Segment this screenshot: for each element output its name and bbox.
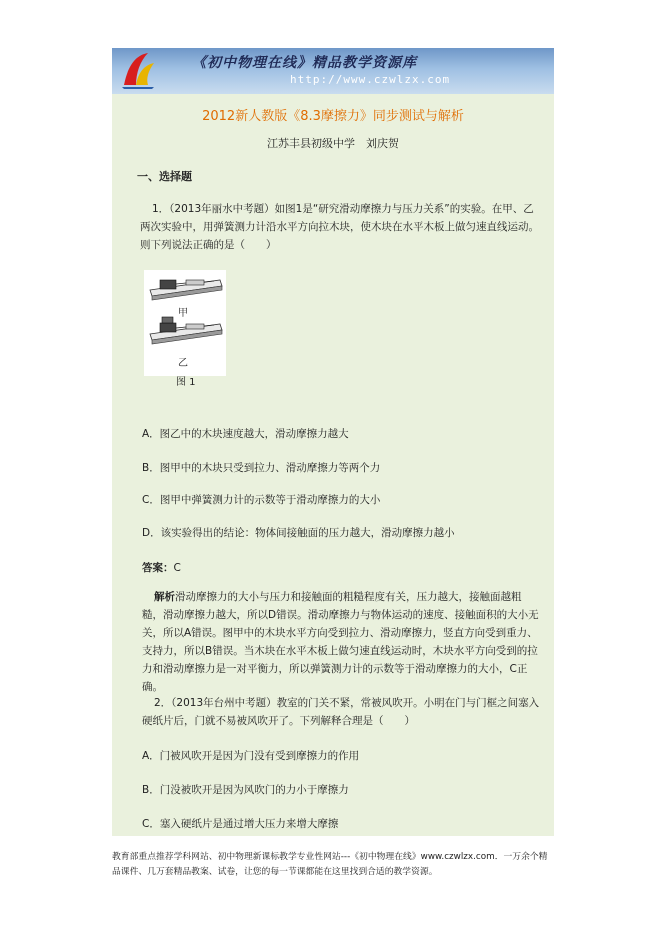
question-2-option-c: C．塞入硬纸片是通过增大压力来增大摩擦 (142, 818, 339, 830)
answer-label: 答案： (142, 562, 174, 574)
question-2-stem: 2．（2013年台州中考题）教室的门关不紧，常被风吹开。小明在门与门框之间塞入硬纸片后，门就不易被风吹开了。下列解释合理是（ ） (142, 697, 540, 727)
explanation-text: 滑动摩擦力的大小与压力和接触面的粗糙程度有关，压力越大，接触面越粗糙，滑动摩擦力越大，所以D错误。滑动摩擦力与物体运动的速度、接触面积的大小无关，所以A错误。图甲中的木块水平方向受到拉力、滑动摩擦力，竖直方向受到重力、支持力，所以B错误。当木块在水平木板上做匀速直线运动时，木块水平方向受到的拉力和滑动摩擦力是一对平衡力，所以弹簧测力计的示数等于滑动摩擦力的大小，C正确。 (142, 591, 539, 693)
document-title: 2012新人教版《8.3摩擦力》同步测试与解析 (202, 109, 464, 124)
banner-title: 《初中物理在线》精品教学资源库 (192, 55, 417, 71)
figure-1-caption: 图 1 (176, 377, 196, 388)
question-1-option-a: A．图乙中的木块速度越大，滑动摩擦力越大 (142, 428, 349, 440)
question-1-option-c: C．图甲中弹簧测力计的示数等于滑动摩擦力的大小 (142, 494, 381, 506)
explanation-label: 解析 (154, 591, 175, 603)
question-1-option-d: D．该实验得出的结论：物体间接触面的压力越大，滑动摩擦力越小 (142, 527, 455, 539)
site-banner (112, 48, 554, 94)
document-author: 江苏丰县初级中学 刘庆贺 (267, 137, 399, 150)
figure-label-b: 乙 (178, 358, 188, 369)
section-heading: 一、选择题 (137, 170, 192, 183)
question-2-option-a: A．门被风吹开是因为门没有受到摩擦力的作用 (142, 750, 360, 762)
question-1-option-b: B．图甲中的木块只受到拉力、滑动摩擦力等两个力 (142, 462, 381, 474)
site-logo-icon (118, 51, 158, 91)
page-footer: 教育部重点推荐学科网站、初中物理新课标教学专业性网站---《初中物理在线》www.czwlzx.com．一万余个精品课件、几万套精品教案、试卷，让您的每一节课都能在这里找到合适的教学资源。 (112, 852, 548, 877)
answer-value: C (173, 562, 181, 574)
question-2-option-b: B．门没被吹开是因为风吹门的力小于摩擦力 (142, 784, 349, 796)
figure-1 (144, 270, 226, 376)
question-1-stem: 1．（2013年丽水中考题）如图1是“研究滑动摩擦力与压力关系”的实验。在甲、乙两次实验中，用弹簧测力计沿水平方向拉木块，使木块在水平木板上做匀速直线运动。则下列说法正确的是（ ） (140, 203, 539, 251)
document-body (112, 94, 554, 836)
question-1-answer (142, 560, 181, 575)
banner-url[interactable]: http://www.czwlzx.com (290, 73, 451, 86)
question-1-explanation (142, 588, 542, 696)
figure-label-a: 甲 (178, 308, 188, 319)
